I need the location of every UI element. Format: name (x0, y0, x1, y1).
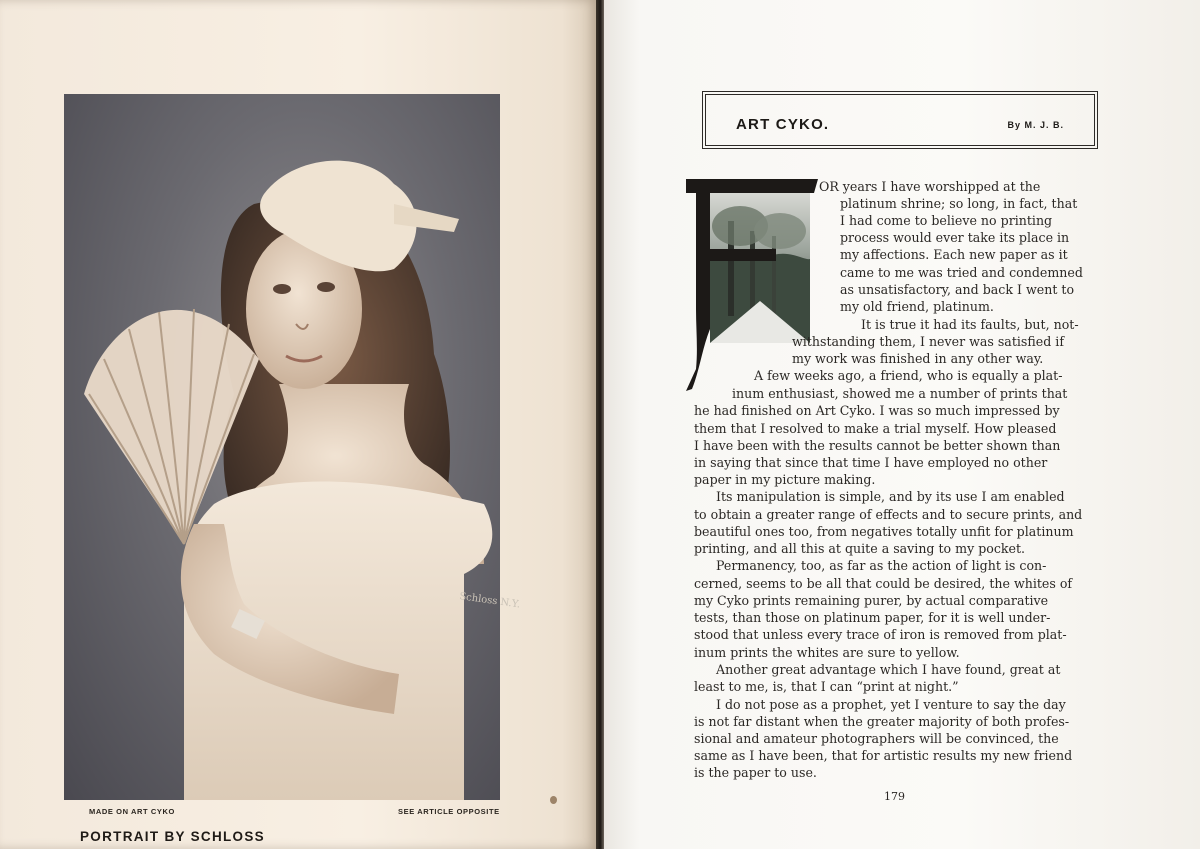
body-line: is not far distant when the greater majority of both profes- (694, 714, 1070, 729)
body-line: them that I resolved to make a trial myself. How pleased (694, 421, 1057, 436)
body-line: tests, than those on platinum paper, for it is well under- (694, 610, 1051, 625)
body-line: is the paper to use. (694, 765, 817, 780)
body-line: platinum shrine; so long, in fact, that (840, 196, 1078, 211)
body-line: paper in my picture making. (694, 472, 876, 487)
portrait-credit: PORTRAIT BY SCHLOSS (80, 829, 265, 844)
body-line: It is true it had its faults, but, not- (861, 317, 1079, 332)
article-title-box (702, 91, 1098, 149)
photo-caption-right: SEE ARTICLE OPPOSITE (398, 807, 500, 816)
portrait-illustration (64, 94, 521, 800)
body-line: I do not pose as a prophet, yet I venture to say the day (716, 697, 1066, 712)
body-line: A few weeks ago, a friend, who is equally a plat- (754, 368, 1063, 383)
body-line: same as I have been, that for artistic results my new friend (694, 748, 1073, 763)
body-line: Another great advantage which I have found, great at (716, 662, 1061, 677)
body-line: OR years I have worshipped at the (819, 179, 1041, 194)
svg-text:Schloss N.Y.: Schloss N.Y. (458, 591, 521, 611)
body-line: I have been with the results cannot be better shown than (694, 438, 1061, 453)
body-line: my old friend, platinum. (840, 299, 994, 314)
body-line: printing, and all this at quite a saving to my pocket. (694, 541, 1026, 556)
body-line: my work was finished in any other way. (792, 351, 1044, 366)
paper-stain (550, 796, 557, 804)
body-line: withstanding them, I never was satisfied if (792, 334, 1064, 349)
body-line: beautiful ones too, from negatives totally unfit for platinum (694, 524, 1074, 539)
article-byline: By M. J. B. (1007, 120, 1064, 130)
body-line: process would ever take its place in (840, 230, 1070, 245)
body-line: inum enthusiast, showed me a number of prints that (732, 386, 1068, 401)
body-line: Its manipulation is simple, and by its use I am enabled (716, 489, 1065, 504)
body-line: cerned, seems to be all that could be desired, the whites of (694, 576, 1073, 591)
book-gutter (596, 0, 604, 849)
body-line: my Cyko prints remaining purer, by actual comparative (694, 593, 1049, 608)
body-line: in saying that since that time I have employed no other (694, 455, 1048, 470)
body-line: sional and amateur photographers will be convinced, the (694, 731, 1059, 746)
body-line: came to me was tried and condemned (840, 265, 1083, 280)
body-line: Permanency, too, as far as the action of light is con- (716, 558, 1047, 573)
article-title: ART CYKO. (736, 116, 830, 133)
page-number: 179 (884, 790, 905, 803)
body-line: he had finished on Art Cyko. I was so much impressed by (694, 403, 1060, 418)
body-line: least to me, is, that I can “print at night.” (694, 679, 959, 694)
body-line: to obtain a greater range of effects and to secure prints, and (694, 507, 1083, 522)
body-line: as unsatisfactory, and back I went to (840, 282, 1075, 297)
portrait-photograph (64, 94, 521, 800)
body-line: stood that unless every trace of iron is removed from plat- (694, 627, 1067, 642)
body-line: I had come to believe no printing (840, 213, 1053, 228)
right-page (604, 0, 1200, 849)
body-line: my affections. Each new paper as it (840, 247, 1068, 262)
body-line: inum prints the whites are sure to yellow. (694, 645, 960, 660)
photo-caption-left: MADE ON ART CYKO (89, 807, 175, 816)
left-page (0, 0, 598, 849)
